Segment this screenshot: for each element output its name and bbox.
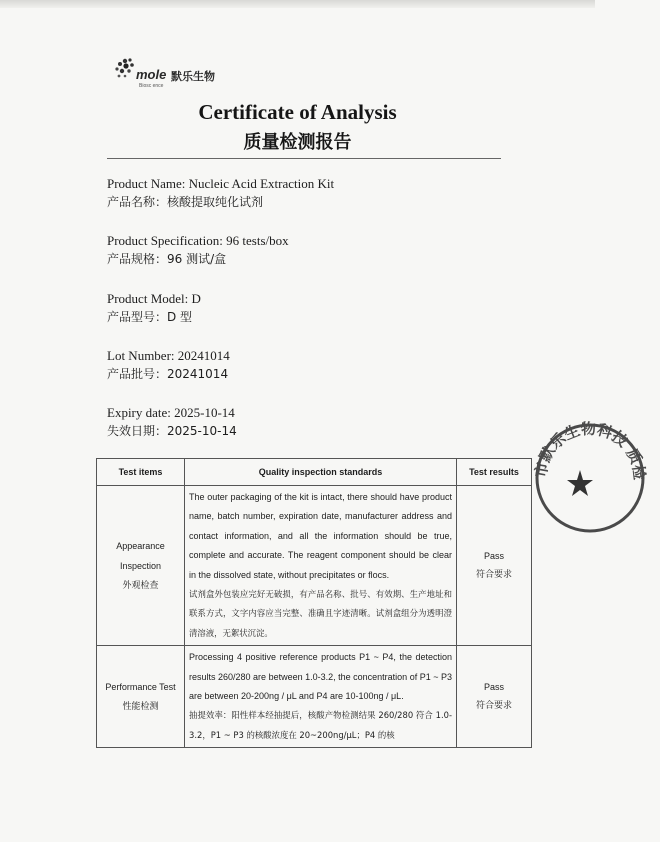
result-cn: 符合要求 — [475, 700, 512, 711]
logo-subtitle: Biosc ence — [139, 83, 164, 89]
field-expiry-date — [107, 403, 237, 441]
document-title-en: Certificate of Analysis — [198, 100, 397, 124]
header-quality-standards: Quality inspection standards — [185, 459, 457, 486]
result-cell — [457, 646, 532, 748]
seal-text: 市默乐生物科技 质检 — [531, 419, 649, 481]
title-divider — [107, 158, 501, 159]
table-row — [97, 646, 532, 748]
standard-text-cn: 抽提效率：阳性样本经抽提后，核酸产物检测结果 260/280 符合 1.0-3.2，P1 ~ P3 的核酸浓度在 20~200ng/μL；P4 的核 — [189, 710, 452, 740]
field-label-cn: 产品批号：20241014 — [107, 367, 229, 381]
field-label-en: Expiry date: 2025-10-14 — [107, 405, 235, 420]
test-item-cell — [97, 486, 185, 646]
quality-inspection-table — [96, 458, 532, 748]
field-product-name — [107, 174, 334, 212]
seal-icon — [530, 418, 660, 538]
standard-text-en: Processing 4 positive reference products P1 ~ P4, the detection results 260/280 are between 1.0-3.2, the concentration of P1 ~ P3 are between 20-200ng / μL and P4 are 10-100ng / μL. — [189, 652, 452, 702]
field-label-cn: 失效日期：2025-10-14 — [107, 424, 237, 438]
field-lot-number — [107, 346, 230, 384]
scan-edge — [0, 0, 595, 8]
field-label-cn: 产品名称：核酸提取纯化试剂 — [107, 195, 264, 209]
logo-wordmark: mole — [136, 67, 167, 82]
field-label-en: Product Specification: 96 tests/box — [107, 233, 289, 248]
standard-cell — [185, 486, 457, 646]
result-en: Pass — [483, 681, 504, 692]
field-label-cn: 产品型号：D 型 — [107, 310, 193, 324]
test-item-en: Performance Test — [105, 681, 176, 692]
test-item-cell — [97, 646, 185, 748]
company-seal-stamp — [530, 418, 649, 538]
test-item-en: Inspection — [119, 560, 162, 571]
standard-cell — [185, 646, 457, 748]
table-row — [97, 486, 532, 646]
document-title-cn: 质量检测报告 — [243, 132, 352, 153]
header-test-items: Test items — [97, 459, 185, 486]
test-item-en: Appearance — [116, 540, 165, 551]
field-product-specification — [107, 231, 289, 269]
result-cn: 符合要求 — [475, 569, 512, 580]
result-en: Pass — [483, 550, 504, 561]
result-cell — [457, 486, 532, 646]
field-label-en: Product Model: D — [107, 291, 201, 306]
standard-text-cn: 试剂盒外包装应完好无破损，有产品名称、批号、有效期、生产地址和联系方式，文字内容应当完整、准确且字迹清晰。试剂盒组分为透明澄清溶液，无絮状沉淀。 — [189, 589, 452, 638]
field-label-cn: 产品规格：96 测试/盒 — [107, 252, 227, 266]
table-header-row — [97, 459, 532, 486]
company-logo — [113, 56, 233, 90]
header-test-results: Test results — [457, 459, 532, 486]
standard-text-en: The outer packaging of the kit is intact, there should have product name, batch number, expiration date, manufacturer address and contact information, and all the information should be true, complete and accurate. The reagent component should be clear in the dissolved state, without precipitates or flocs. — [189, 492, 452, 580]
field-label-en: Product Name: Nucleic Acid Extraction Kit — [107, 176, 335, 191]
test-item-cn: 外观检查 — [122, 580, 159, 591]
field-label-en: Lot Number: 20241014 — [107, 348, 230, 363]
logo-chinese-name: 默乐生物 — [171, 70, 215, 83]
test-item-cn: 性能检测 — [122, 701, 159, 712]
seal-star-icon — [567, 470, 593, 496]
field-product-model — [107, 289, 201, 327]
